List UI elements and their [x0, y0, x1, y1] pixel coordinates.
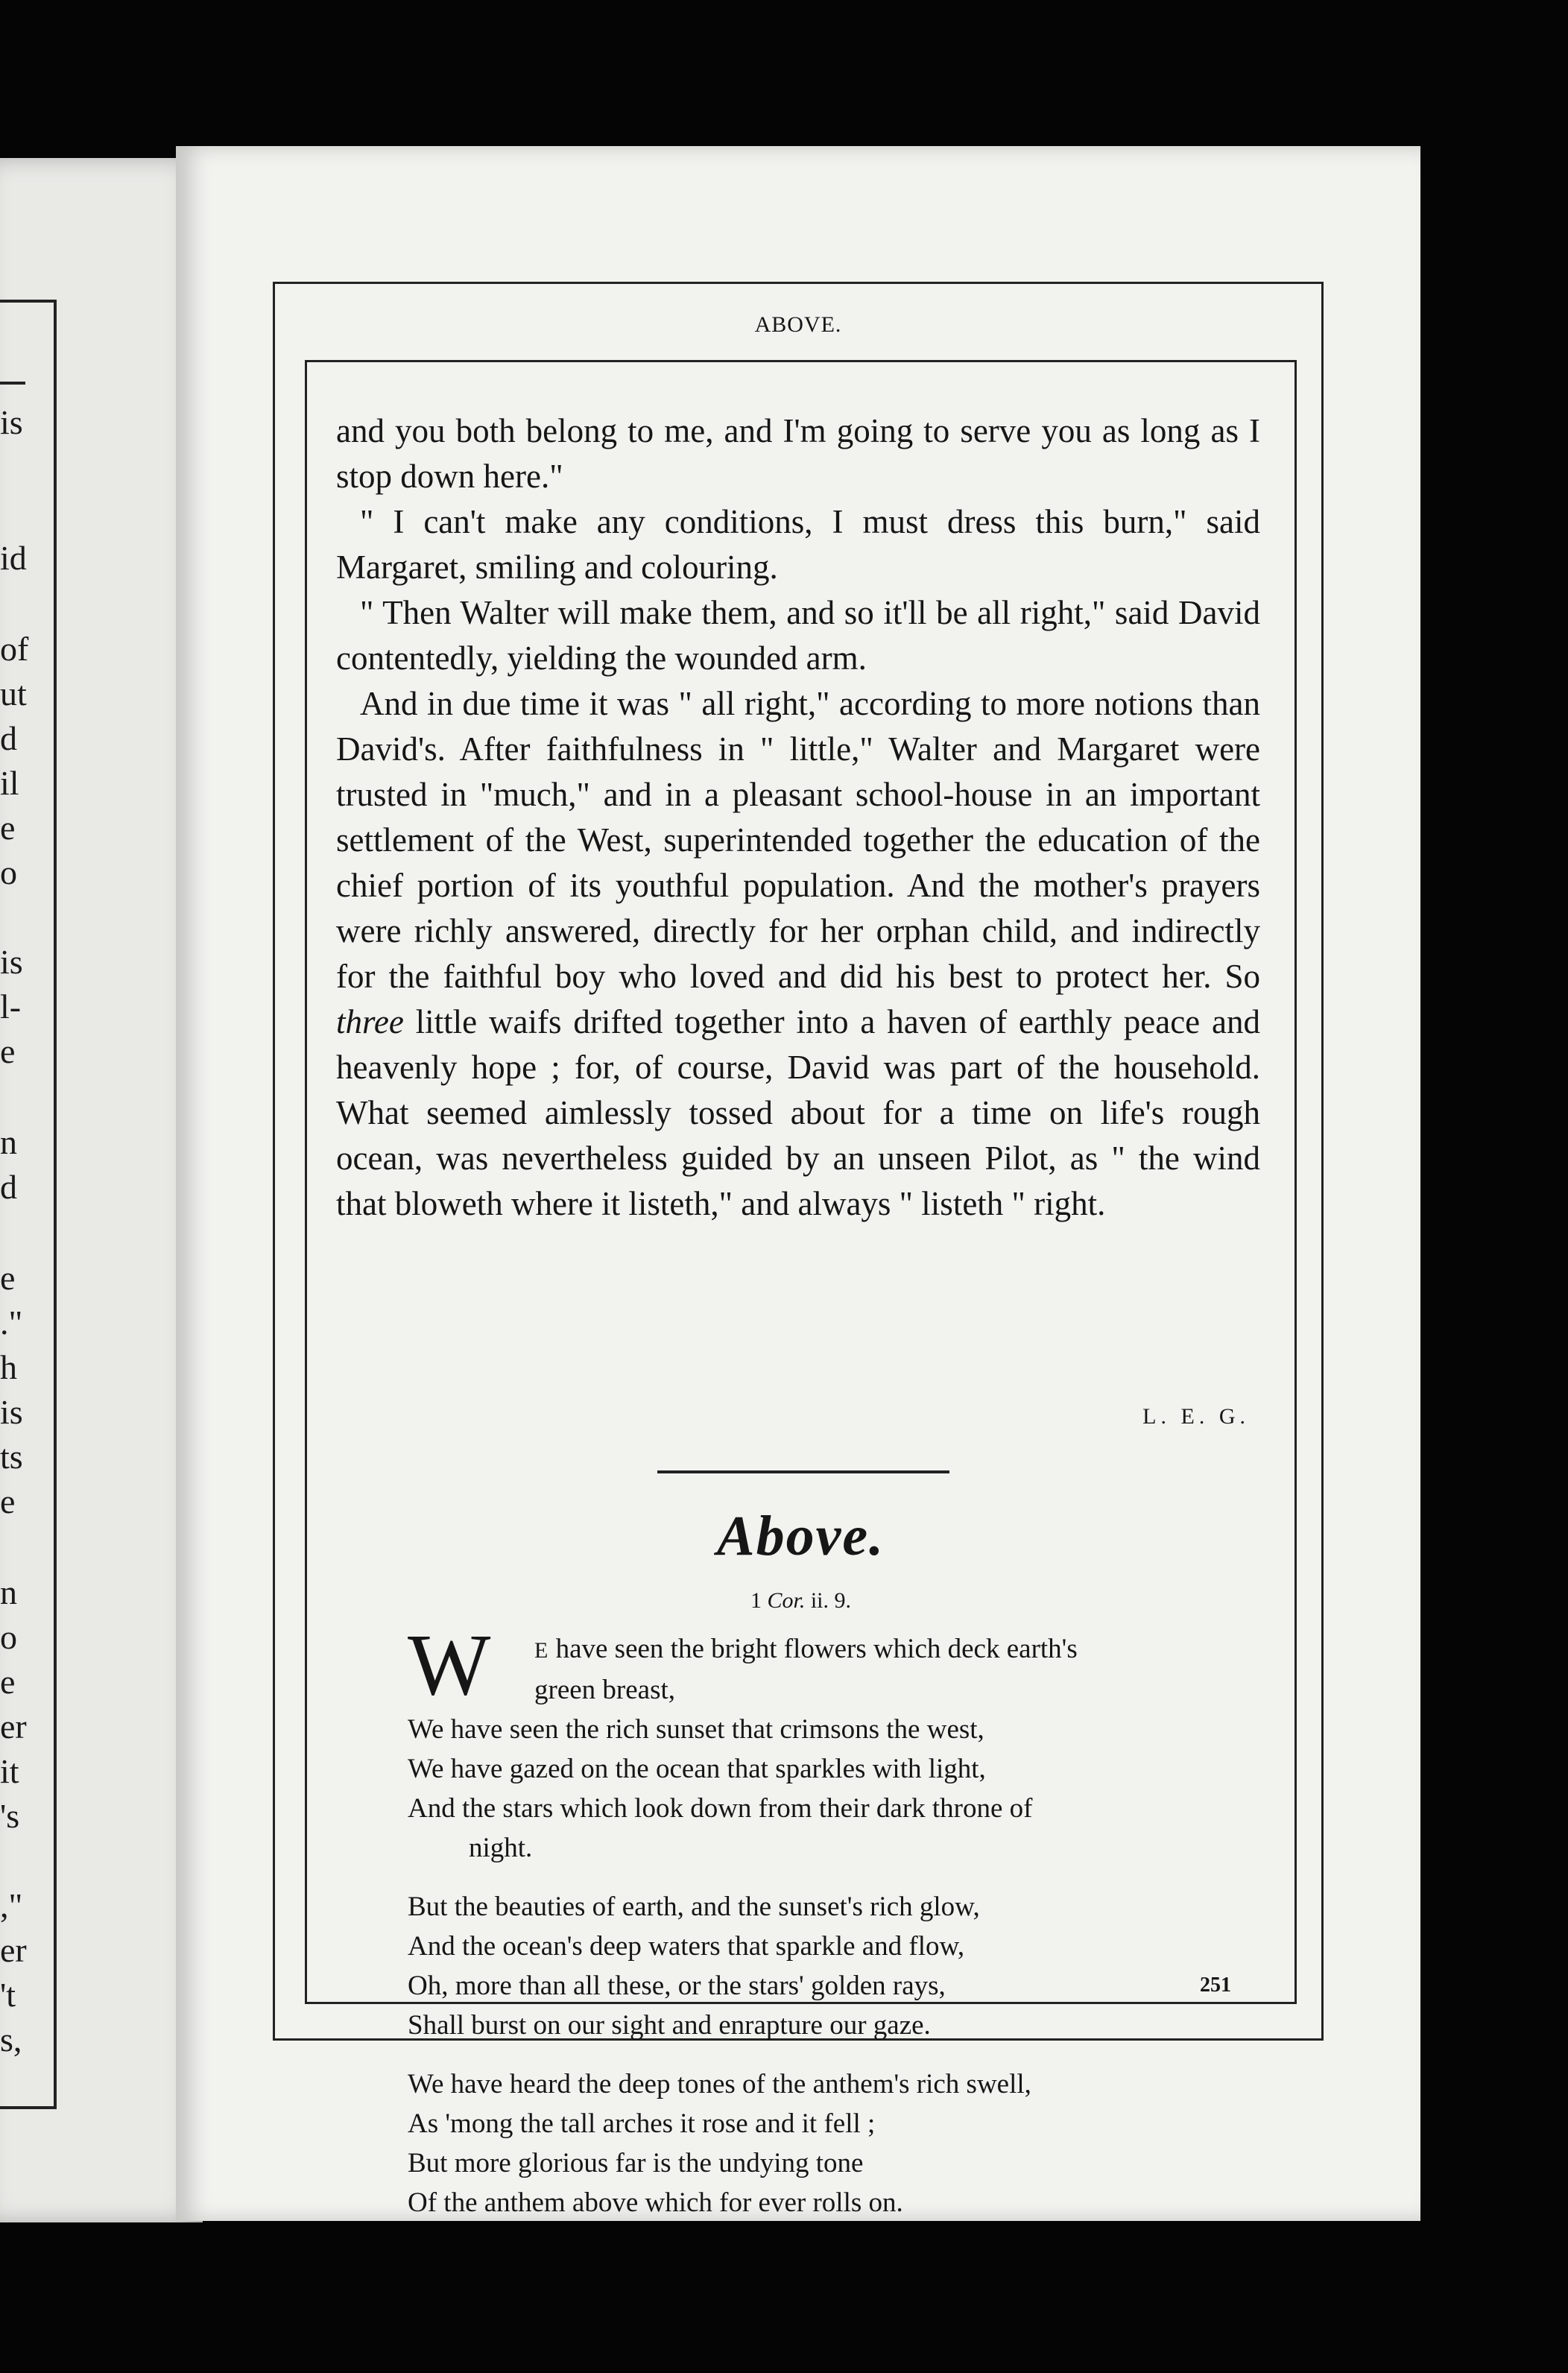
emphasis-before: So [1224, 958, 1261, 995]
left-page-fragment: d [0, 719, 17, 757]
emphasis-word: three [336, 1003, 404, 1040]
left-page-fragment: o [0, 1618, 17, 1656]
left-page-fragment: ," [0, 1886, 23, 1924]
poem-body [408, 1616, 1257, 2242]
left-page-fragment: is [0, 1393, 23, 1431]
page-number: 251 [1200, 1974, 1231, 1997]
prose-paragraph-4 [336, 681, 1260, 1227]
first-line-text: have seen the bright flowers which deck earth's [549, 1634, 1078, 1664]
left-page-fragment: e [0, 1259, 16, 1297]
left-page-fragment: o [0, 853, 17, 891]
left-page-fragment: is [0, 943, 23, 981]
left-page-fragment: ts [0, 1438, 23, 1476]
poem-line: But more glorious far is the undying tone [408, 2148, 864, 2178]
left-page-fragment: n [0, 1573, 17, 1611]
poem-line: Shall burst on our sight and enrapture our gaze. [408, 2010, 931, 2041]
poem-line: Of the anthem above which for ever rolls on. [408, 2187, 903, 2218]
poem-stanza-3 [408, 2064, 1257, 2222]
poem-stanza-2 [408, 1887, 1257, 2045]
poem-line: We have gazed on the ocean that sparkles with light, [408, 1754, 986, 1784]
prose-body [336, 408, 1260, 1227]
author-signature: L. E. G. [1142, 1404, 1250, 1429]
left-page-fragment: h [0, 1348, 17, 1386]
left-page-fragment: er [0, 1707, 27, 1745]
poem-line: But the beauties of earth, and the sunset's rich glow, [408, 1892, 980, 1922]
left-page-fragment: it [0, 1752, 19, 1790]
poem-line: We have seen the rich sunset that crimsons the west, [408, 1714, 984, 1745]
left-page-fragment: n [0, 1123, 17, 1161]
running-head: ABOVE. [754, 312, 842, 337]
left-page-rule [0, 382, 25, 385]
poem-first-line [408, 1616, 1257, 1713]
reference-book: Cor. [767, 1588, 806, 1613]
left-page-fragment: e [0, 809, 16, 847]
left-page-fragment: e [0, 1482, 16, 1520]
poem-line: Oh, more than all these, or the stars' golden rays, [408, 1971, 946, 2001]
inner-text-frame [305, 360, 1297, 2218]
prose-paragraph-1: and you both belong to me, and I'm going to serve you as long as I stop down here." [336, 412, 1260, 495]
prose-paragraph-2: " I can't make any conditions, I must dress this burn," said Margaret, smiling and colouring. [336, 503, 1260, 586]
left-page-fragment: s, [0, 2020, 22, 2058]
reference-rest: ii. 9. [805, 1588, 852, 1613]
scripture-reference [307, 1588, 1294, 1614]
section-separator-rule [657, 1470, 949, 1473]
emphasis-after: little waifs drifted together into a haven of earthly peace and heavenly hope ; for, of course, David was part of the household. What seemed aimlessly tossed about for a time on life's rough ocean, was nevertheless guided by an unseen Pilot, as " the wind that bloweth where it listeth," and always " listeth " right. [336, 1003, 1260, 1222]
left-page-fragment: e [0, 1663, 16, 1701]
first-line-continuation: green breast, [534, 1675, 676, 1705]
drop-cap: W [408, 1616, 491, 1713]
left-page-fragment: id [0, 539, 27, 577]
reference-prefix: 1 [750, 1588, 768, 1613]
poem-stanza-1 [408, 1616, 1257, 1868]
left-page-fragment: of [0, 630, 29, 668]
left-page-fragment: er [0, 1931, 27, 1969]
left-page-fragment: 's [0, 1797, 20, 1835]
poem-title: Above. [716, 1505, 885, 1567]
left-page-fragment: ut [0, 674, 27, 712]
prose-paragraph-3: " Then Walter will make them, and so it'll be all right," said David contentedly, yielding the wounded arm. [336, 594, 1260, 677]
poem-line: And the stars which look down from their dark throne of [408, 1793, 1033, 1824]
left-page-fragment: l- [0, 988, 22, 1026]
poem-line: And the ocean's deep waters that sparkle and flow, [408, 1931, 965, 1962]
poem-line-continuation: night. [469, 1833, 533, 1863]
poem-line: As 'mong the tall arches it rose and it fell ; [408, 2108, 876, 2139]
poem-line: We have heard the deep tones of the anthem's rich swell, [408, 2069, 1031, 2099]
left-page-fragment: ." [0, 1304, 23, 1342]
left-page-fragment: 't [0, 1976, 16, 2014]
left-page-fragment: is [0, 403, 23, 441]
right-page [176, 146, 1420, 2221]
left-facing-page [0, 158, 203, 2222]
left-page-fragment: il [0, 764, 19, 802]
first-word-small-caps: E [534, 1638, 549, 1663]
left-page-fragment: d [0, 1168, 17, 1206]
outer-page-frame [273, 282, 1324, 2218]
left-page-fragment: e [0, 1032, 16, 1070]
prose-paragraph-4-main: And in due time it was " all right," according to more notions than David's. After faithfulness in " little," Walter and Margaret were trusted in "much," and in a pleasant school-house in an important settlement of the West, superintended together the education of the chief portion of its youthful population. And the mother's prayers were richly answered, directly for her orphan child, and indirectly for the faithful boy who loved and did his best to protect her. [336, 685, 1260, 995]
